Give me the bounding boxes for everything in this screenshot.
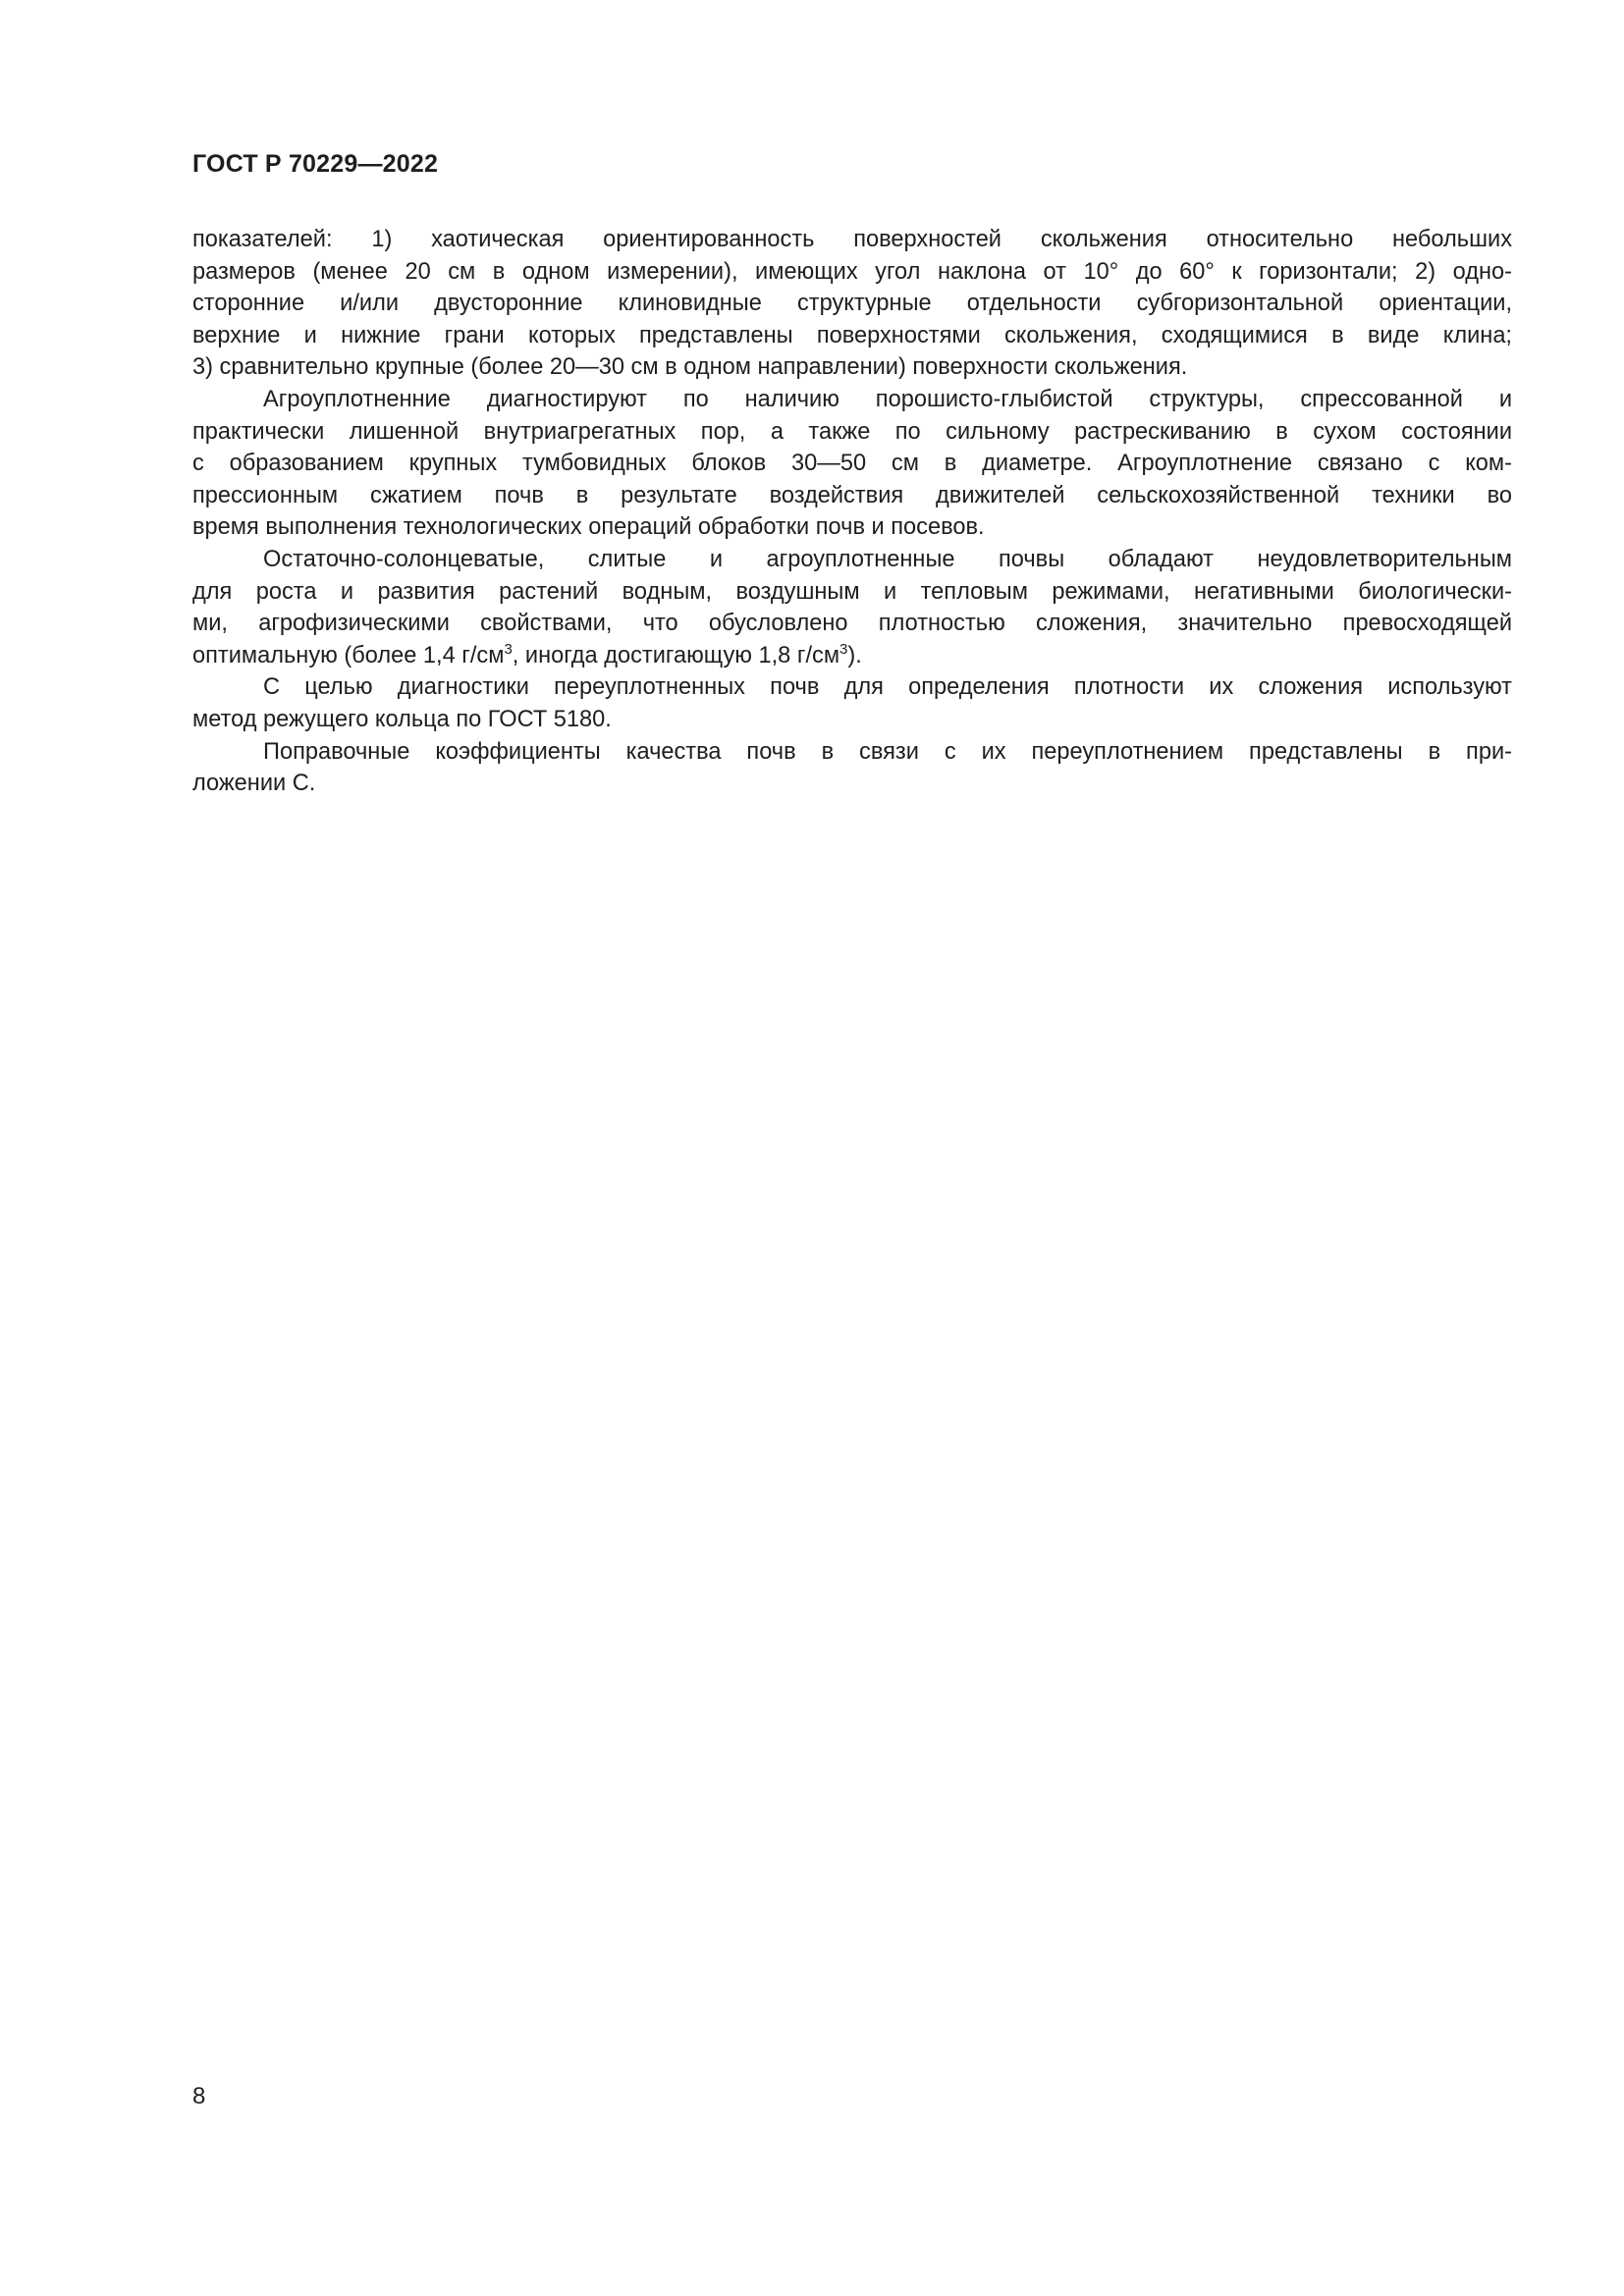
density-text-after: ). [847,642,862,668]
text-line: с образованием крупных тумбовидных блоков 30—50 см в диаметре. Агроуплотнение связано с ком- [192,451,1512,477]
text-line-density [192,640,1512,672]
text-line: сторонние и/или двусторонние клиновидные структурные отдельности субгоризонтальной ориентации, [192,291,1512,317]
text-line: Агроуплотненние диагностируют по наличию порошисто-глыбистой структуры, спрессованной и [263,386,1512,412]
text-line: Остаточно-солонцеватые, слитые и агроуплотненные почвы обладают неудовлетворительным [263,546,1512,572]
page-number: 8 [192,2083,206,2109]
text-line: С целью диагностики переуплотненных почв для определения плотности их сложения используют [263,674,1512,701]
text-line: прессионным сжатием почв в результате воздействия движителей сельскохозяйственной техники во [192,482,1512,508]
text-line: размеров (менее 20 см в одном измерении), имеющих угол наклона от 10° до 60° к горизонтали; 2) одно- [192,258,1512,285]
text-line: время выполнения технологических операций обработки почв и посевов. [192,514,985,541]
density-text-middle: , иногда достигающую 1,8 г/см [512,642,840,668]
text-line: ложении С. [192,771,316,797]
text-line: ми, агрофизическими свойствами, что обусловлено плотностью сложения, значительно превосходящей [192,611,1512,637]
document-header: ГОСТ Р 70229—2022 [192,150,439,178]
text-line: практически лишенной внутриагрегатных пор, а также по сильному растрескиванию в сухом состоянии [192,418,1512,445]
density-text-before: оптимальную (более 1,4 г/см [192,642,505,668]
text-line: верхние и нижние грани которых представлены поверхностями скольжения, сходящимися в виде клина; [192,322,1512,348]
body-text [192,224,1512,800]
text-line: для роста и развития растений водным, воздушным и тепловым режимами, негативными биологически- [192,578,1512,605]
text-line: показателей: 1) хаотическая ориентированность поверхностей скольжения относительно небольших [192,227,1512,252]
superscript-3: 3 [504,640,513,658]
text-line: Поправочные коэффициенты качества почв в связи с их переуплотнением представлены в при- [263,738,1512,765]
superscript-3: 3 [839,640,848,658]
text-line: метод режущего кольца по ГОСТ 5180. [192,706,612,732]
text-line: 3) сравнительно крупные (более 20—30 см в одном направлении) поверхности скольжения. [192,354,1188,381]
